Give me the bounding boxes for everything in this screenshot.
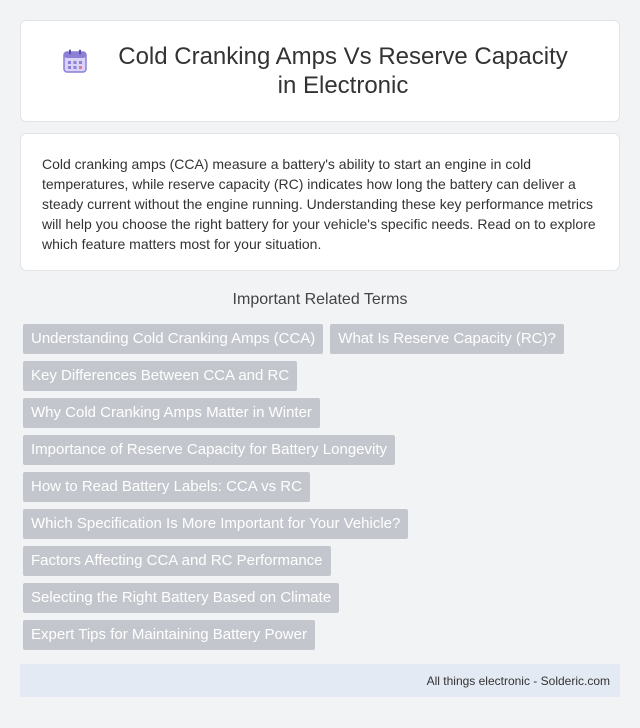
header-card <box>20 20 620 122</box>
term-row <box>23 546 623 576</box>
term-row <box>23 509 623 539</box>
footer <box>20 664 620 697</box>
term-link-factors[interactable]: Factors Affecting CCA and RC Performance <box>23 546 331 576</box>
term-link-cca-winter[interactable]: Why Cold Cranking Amps Matter in Winter <box>23 398 320 428</box>
term-link-read-labels[interactable]: How to Read Battery Labels: CCA vs RC <box>23 472 310 502</box>
intro-card <box>20 133 620 271</box>
calendar-icon <box>62 48 88 74</box>
term-row <box>23 398 623 428</box>
term-link-understanding-cca[interactable]: Understanding Cold Cranking Amps (CCA) <box>23 324 323 354</box>
header-inner <box>62 42 578 100</box>
intro-paragraph: Cold cranking amps (CCA) measure a battery's ability to start an engine in cold temperatures, while reserve capacity (RC) indicates how long the battery can deliver a steady current without the engine running. Understanding these key performance metrics will help you choose the right battery for your vehicle's specific needs. Read on to explore which feature matters most for your situation. <box>42 156 596 252</box>
term-link-which-spec[interactable]: Which Specification Is More Important for Your Vehicle? <box>23 509 408 539</box>
term-link-what-is-rc[interactable]: What Is Reserve Capacity (RC)? <box>330 324 564 354</box>
related-terms-heading: Important Related Terms <box>232 291 408 308</box>
footer-credit: All things electronic - Solderic.com <box>426 673 610 688</box>
term-row <box>23 620 623 650</box>
page-title: Cold Cranking Amps Vs Reserve Capacity in Electronic <box>118 43 568 99</box>
term-row <box>23 583 623 613</box>
term-link-climate[interactable]: Selecting the Right Battery Based on Climate <box>23 583 339 613</box>
term-row <box>23 361 623 391</box>
term-row <box>23 324 623 354</box>
term-link-rc-longevity[interactable]: Importance of Reserve Capacity for Battery Longevity <box>23 435 395 465</box>
term-link-key-differences[interactable]: Key Differences Between CCA and RC <box>23 361 297 391</box>
term-link-expert-tips[interactable]: Expert Tips for Maintaining Battery Power <box>23 620 315 650</box>
related-terms-list <box>23 324 623 657</box>
term-row <box>23 435 623 465</box>
term-row <box>23 472 623 502</box>
